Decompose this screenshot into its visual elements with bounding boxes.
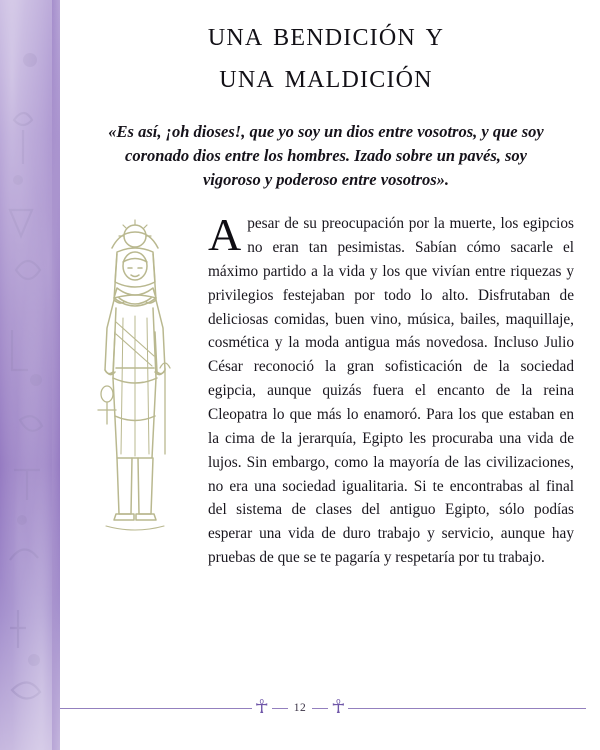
epigraph-quote: «Es así, ¡oh dioses!, que yo soy un dios entre vosotros, y que soy coronado dios entre los hombres. Izado sobre un pavés, soy vigoroso y poderoso entre vosotros». xyxy=(108,122,544,190)
ankh-icon-right: ☥ xyxy=(328,698,348,717)
page-footer xyxy=(0,697,600,732)
ankh-icon-left: ☥ xyxy=(252,698,272,717)
body-paragraph-text: pesar de su preocupación por la muerte, los egipcios no eran tan pesimistas. Sabían cómo sacarle el máximo partido a la vida y los que vivían entre riquezas y privilegios festejaban por todo lo alto. Disfrutaban de deliciosas comidas, buen vino, música, bailes, maquillaje, cosmética y la moda antigua más novedosa. Incluso Julio César reconoció la gran sofisticación de la sociedad egipcia, aunque quizás fuera el encanto de la reina Cleopatra lo que más lo enamoró. Para los que estaban en la cima de la jerarquía, Egipto les procuraba una vida de lujos. Sin embargo, como la mayoría de las civilizaciones, no era una sociedad igualitaria. Si te encontrabas al final del sistema de clases del antiguo Egipto, sólo podías esperar una vida de duro trabajo y servicio, aunque hay pruebas de que se te pagaría y respetaría por tu trabajo. xyxy=(208,215,574,567)
body-text-block xyxy=(74,209,574,570)
decorative-left-band xyxy=(0,0,60,750)
band-hieroglyph-pattern xyxy=(0,0,60,750)
egyptian-goddess-illustration xyxy=(76,218,194,548)
drop-cap: A xyxy=(208,209,242,261)
footer-center-group xyxy=(0,698,600,717)
title-line-2: una maldición xyxy=(219,58,433,96)
page-title xyxy=(72,14,580,98)
title-line-1: una bendición y xyxy=(207,16,445,53)
band-soft-edge xyxy=(52,0,60,750)
page-content xyxy=(72,0,580,750)
page-number: 12 xyxy=(288,702,313,714)
